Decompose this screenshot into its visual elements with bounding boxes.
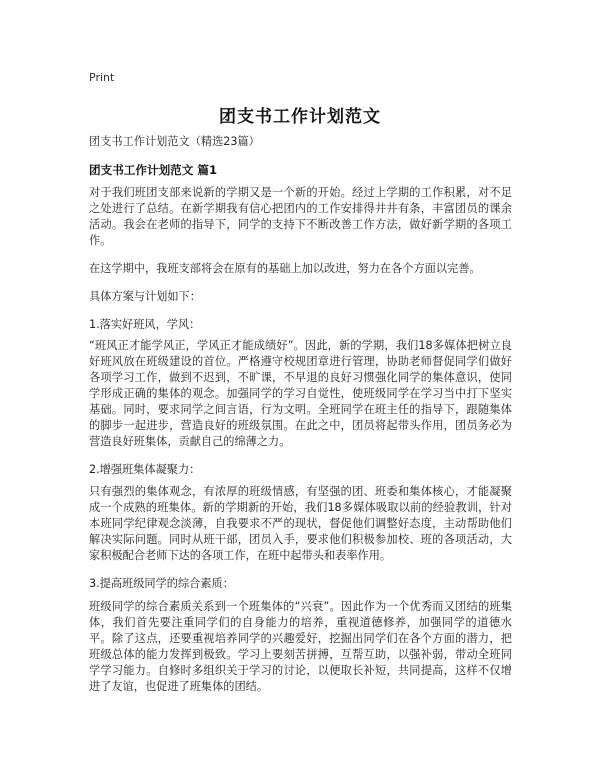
paragraph-section-3: 班级同学的综合素质关系到一个班集体的“兴衰”。因此作为一个优秀而又团结的班集体，我们首先要注重同学们的自身能力的培养，重视道德修养，加强同学的道德水平。除了这点，还要重视培养同学的兴趣爱好，挖掘出同学们在各个方面的潜力，把班级总体的能力发挥到极致。学习上要刻苦拼搏，互帮互助，以强补弱，带动全班同学学习能力。自修时多组织关于学习的讨论，以便取长补短，共同提高，这样不仅增进了友谊，也促进了班集体的团结。 [89,600,512,693]
paragraph-plan-intro: 具体方案与计划如下： [89,290,201,303]
paragraph-improve: 在这学期中，我班支部将会在原有的基础上加以改进，努力在各个方面以完善。 [89,262,481,275]
list-heading-1: 1.落实好班风，学风： [89,318,201,331]
print-label: Print [89,71,115,84]
list-heading-2: 2.增强班集体凝聚力： [89,463,201,476]
paragraph-section-1: “班风正才能学风正，学风正才能成绩好”。因此，新的学期，我们18多媒体把树立良好班风放在班级建设的首位。严格遵守校规团章进行管理，协助老师督促同学们做好各项学习工作，做到不迟到，不旷课，不早退的良好习惯强化同学的集体意识，使同学形成正确的集体的观念。加强同学的学习自觉性，使班级同学在学习当中打下坚实基础。同时，要求同学之间言语，行为文明。全班同学在班主任的指导下，跟随集体的脚步一起进步，营造良好的班级氛围。在此之中，团员将起带头作用，团员务必为营造良好班集体，贡献自己的绵薄之力。 [89,339,512,448]
page-title: 团支书工作计划范文 [219,107,381,127]
paragraph-section-2: 只有强烈的集体观念，有浓厚的班级情感，有坚强的团、班委和集体核心，才能凝聚成一个成熟的班集体。新的学期新的开始，我们18多媒体吸取以前的经验教训，针对本班同学纪律观念淡薄，自我要求不严的现状，督促他们调整好态度，主动帮助他们解决实际问题。同时从班干部，团员入手，要求他们积极参加校、班的各项活动，大家积极配合老师下达的各项工作，在班中起带头和表率作用。 [89,485,512,562]
section-heading: 团支书工作计划范文 篇1 [89,163,218,177]
document-subtitle: 团支书工作计划范文（精选23篇） [89,135,260,148]
list-heading-3: 3.提高班级同学的综合素质： [89,577,234,590]
paragraph-intro: 对于我们班团支部来说新的学期又是一个新的开始。经过上学期的工作积累，对不足之处进行了总结。在新学期我有信心把团内的工作安排得井井有条，丰富团员的课余活动。我会在老师的指导下，同学的支持下不断改善工作方法，做好新学期的各项工作。 [89,186,512,247]
